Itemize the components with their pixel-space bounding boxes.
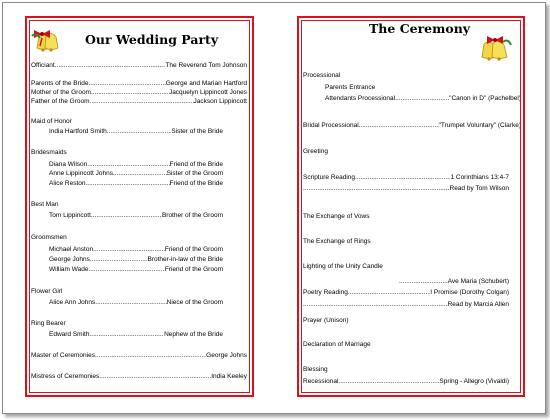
ring-bearer-heading: Ring Bearer (31, 320, 66, 327)
poetry-reader-row: ..... Read by Marcia Allen (303, 301, 509, 309)
list-item: George Johns ..... Brother-in-law of the Bride (49, 256, 223, 264)
list-item: Tom Lippincott ..... Brother of the Groom (49, 212, 223, 220)
ave-maria-row: ..... Ave Maria (Schubert) (399, 278, 509, 286)
poetry-reading-row: Poetry Reading ..... I Promise (Dorothy Colgan) (303, 289, 509, 297)
list-item: Michael Anston ..... Friend of the Groom (49, 246, 223, 254)
greeting: Greeting (303, 148, 328, 155)
parents-entrance: Parents Entrance (325, 84, 376, 91)
unity-candle: Lighting of the Unity Candle (303, 263, 383, 270)
wedding-bells-icon (477, 32, 513, 68)
best-man-heading: Best Man (31, 201, 59, 208)
scripture-reader-row: ..... Read by Tom Wilson (303, 185, 509, 193)
mistress-of-ceremonies-row: Mistress of Ceremonies ..... India Keeley (31, 373, 247, 381)
blessing: Blessing (303, 366, 328, 373)
document-frame (2, 2, 546, 414)
list-item: Diana Wilson ..... Friend of the Bride (49, 161, 223, 169)
officiant-row: Officiant ..... The Reverend Tom Johnson (31, 62, 247, 70)
groomsmen-heading: Groomsmen (31, 234, 67, 241)
flower-girl-heading: Flower Girl (31, 288, 63, 295)
list-item: India Hartford Smith ..... Sister of the Bride (49, 128, 223, 136)
attendants-processional-row: Attendants Processional ..... "Canon in D" (Pachelbel) (325, 95, 521, 103)
recessional-row: Recessional ..... Spring - Allegro (Vivaldi) (303, 378, 509, 386)
wedding-bells-icon (30, 26, 64, 60)
scripture-reading-row: Scripture Reading ..... 1 Corinthians 13:4-7 (303, 174, 509, 182)
master-of-ceremonies-row: Master of Ceremonies ..... George Johns (31, 352, 247, 360)
list-item: Anne Lippincott Johns ..... Sister of the Groom (49, 170, 223, 178)
list-item: Alice Ann Johns ..... Niece of the Groom (49, 299, 223, 307)
father-groom-row: Father of the Groom ..... Jackson Lippincott (31, 98, 247, 106)
mother-groom-row: Mother of the Groom ..... Jacquelyn Lippincott Jones (31, 89, 247, 97)
bridal-processional-row: Bridal Processional ..... "Trumpet Voluntary" (Clarke) (303, 122, 521, 130)
ceremony-title: The Ceremony (369, 21, 471, 36)
maid-of-honor-heading: Maid of Honor (31, 118, 72, 125)
bridesmaids-heading: Bridesmaids (31, 149, 67, 156)
processional-heading: Processional (303, 72, 341, 79)
exchange-of-rings: The Exchange of Rings (303, 238, 371, 245)
list-item: Edward Smith ..... Nephew of the Bride (49, 331, 223, 339)
prayer: Prayer (Unison) (303, 317, 349, 324)
exchange-of-vows: The Exchange of Vows (303, 213, 370, 220)
list-item: William Wade ..... Friend of the Groom (49, 266, 223, 274)
declaration-of-marriage: Declaration of Marriage (303, 341, 371, 348)
wedding-party-page (25, 16, 254, 397)
wedding-party-title: Our Wedding Party (85, 32, 219, 47)
list-item: Alice Reston ..... Friend of the Bride (49, 180, 223, 188)
ceremony-page (297, 16, 525, 397)
parents-bride-row: Parents of the Bride ..... George and Marian Hartford (31, 80, 247, 88)
